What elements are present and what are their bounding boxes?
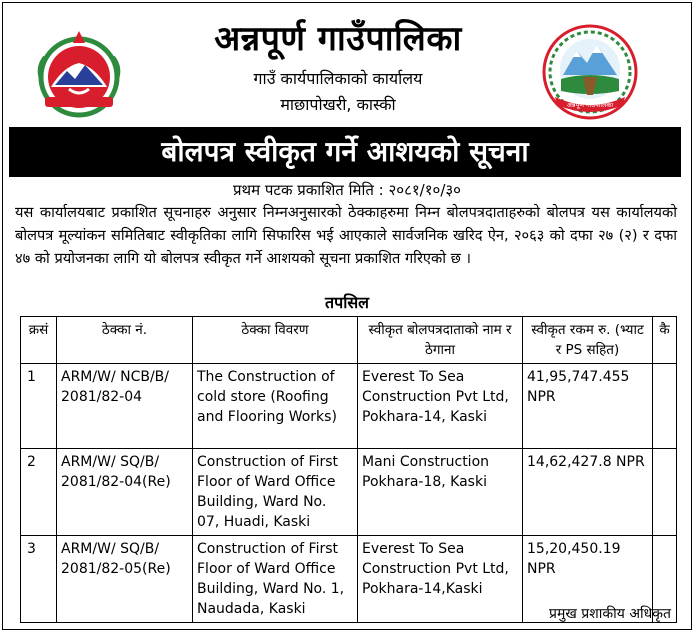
office-subtitle: गाउँ कार्यपालिकाको कार्यालय <box>253 69 423 88</box>
header-bidder: स्वीकृत बोलपत्रदाताको नाम र ठेगाना <box>358 317 523 364</box>
table-row <box>21 449 677 536</box>
cell-remarks <box>653 449 677 536</box>
table-header-row <box>21 317 677 364</box>
cell-amount: 14,62,427.8 NPR <box>523 449 653 536</box>
logo-ribbon-text: अन्नपूर्ण गाउँपालिका <box>566 101 614 109</box>
cell-description: Construction of First Floor of Ward Office Building, Ward No. 07, Huadi, Kaski <box>193 449 358 536</box>
office-address: माछापोखरी, कास्की <box>280 95 396 114</box>
header-description: ठेक्का विवरण <box>193 317 358 364</box>
published-date: प्रथम पटक प्रकाशित मिति : २०८१/१०/३० <box>233 181 461 199</box>
municipality-title: अन्नपूर्ण गाउँपालिका <box>214 19 462 59</box>
nepal-emblem-icon <box>33 27 125 119</box>
municipality-logo-icon <box>541 23 639 121</box>
cell-remarks <box>653 364 677 449</box>
notice-page <box>2 2 692 630</box>
header-amount: स्वीकृत रकम रु. (भ्याट र PS सहित) <box>523 317 653 364</box>
schedule-heading: तपसिल <box>324 293 370 312</box>
cell-sn: 3 <box>21 536 57 623</box>
cell-bidder: Everest To Sea Construction Pvt Ltd, Pokhara-14,Kaski <box>358 536 523 623</box>
cell-contract-no: ARM/W/ NCB/B/ 2081/82-04 <box>57 364 193 449</box>
cell-description: Construction of First Floor of Ward Office Building, Ward No. 1, Naudada, Kaski <box>193 536 358 623</box>
signatory-title: प्रमुख प्रशाकीय अधिकृत <box>549 606 671 622</box>
cell-bidder: Everest To Sea Construction Pvt Ltd, Pokhara-14, Kaski <box>358 364 523 449</box>
cell-bidder: Mani Construction Pokhara-18, Kaski <box>358 449 523 536</box>
header-contract-no: ठेक्का नं. <box>57 317 193 364</box>
letterhead <box>3 3 691 127</box>
cell-sn: 2 <box>21 449 57 536</box>
tender-table <box>20 316 677 623</box>
cell-contract-no: ARM/W/ SQ/B/ 2081/82-04(Re) <box>57 449 193 536</box>
header-sn: क्रसं <box>21 317 57 364</box>
cell-sn: 1 <box>21 364 57 449</box>
notice-heading: बोलपत्र स्वीकृत गर्ने आशयको सूचना <box>9 127 681 177</box>
cell-description: The Construction of cold store (Roofing and Flooring Works) <box>193 364 358 449</box>
notice-body: यस कार्यालयबाट प्रकाशित सूचनाहरु अनुसार निम्नअनुसारको ठेक्काहरुमा निम्न बोलपत्रदाताहरुको बोलपत्र यस कार्यालयको बोलपत्र मूल्यांकन समितिबाट स्वीकृतिका लागि सिफारिस भई आएकाले सार्वजनिक खरिद ऐन, २०६३ को दफा २७ (२) र दफा ४७ को प्रयोजनका लागि यो बोलपत्र स्वीकृत गर्ने आशयको सूचना प्रकाशित गरिएको छ । <box>15 204 677 267</box>
cell-amount: 41,95,747.455 NPR <box>523 364 653 449</box>
cell-contract-no: ARM/W/ SQ/B/ 2081/82-05(Re) <box>57 536 193 623</box>
cell-amount: 15,20,450.19 NPR <box>523 536 653 623</box>
table-row <box>21 364 677 449</box>
header-remarks: कै <box>653 317 677 364</box>
